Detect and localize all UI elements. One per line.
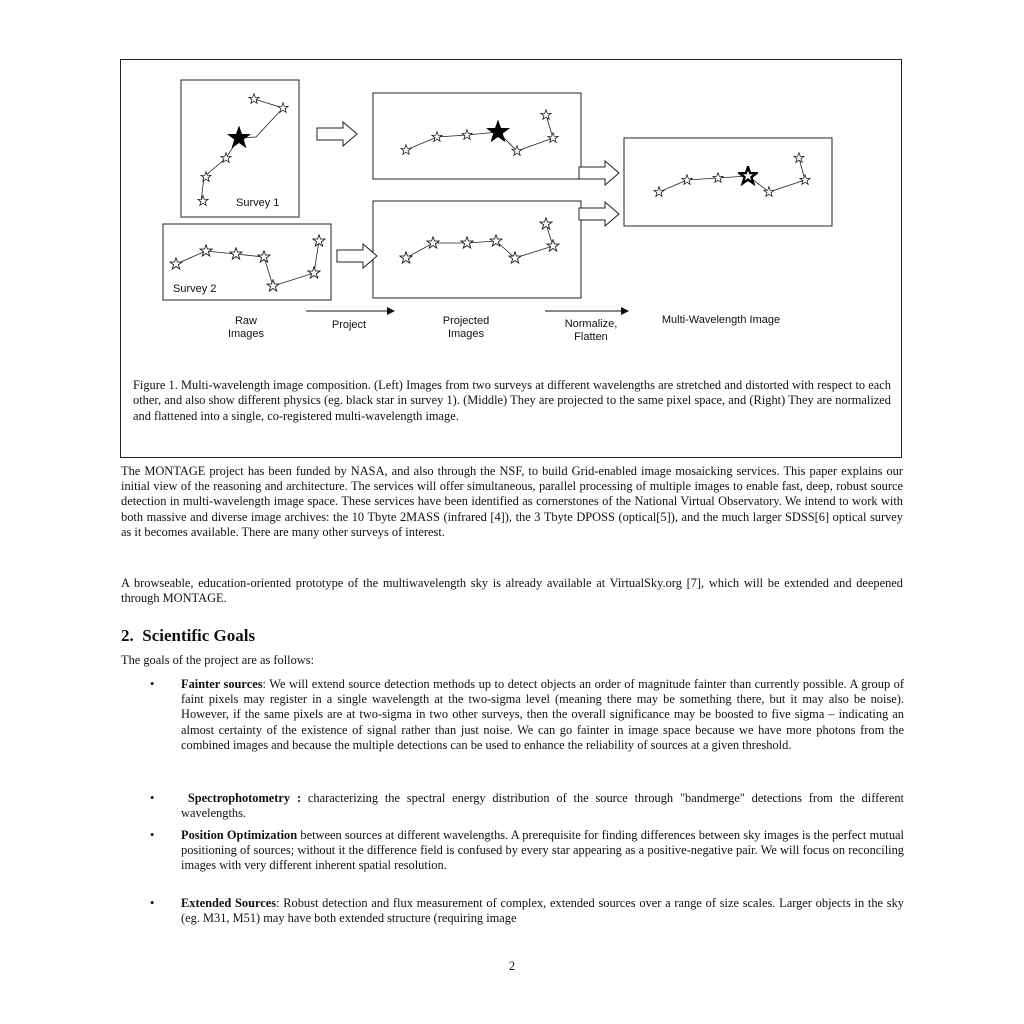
bullet-term: Spectrophotometry [187,791,291,805]
bullet-text: characterizing the spectral energy distribution of the source through "bandmerge" detections from the different wavelengths. [181,791,904,821]
bullet-sep: : [276,896,280,910]
paragraph: A browseable, education-oriented prototype of the multiwavelength sky is already available at VirtualSky.org [7], which will be extended and deepened through MONTAGE. [121,576,903,606]
bullet-text: between sources at different wavelengths. A prerequisite for finding differences between sky images is the perfect mutual positioning of sources; without it the difference field is confused by every star appearing as a positive-negative pair. We will focus on reconciling images with very different inherent spatial resolution. [181,828,904,873]
block-arrow-icon [317,122,357,146]
section-number: 2. [121,626,134,645]
bullet-term: Extended Sources [181,896,277,910]
raw-images-label: Raw Images [227,315,265,340]
project-label: Project [331,319,367,331]
multi-wavelength-panel [624,138,832,226]
bullet-icon: • [150,896,155,910]
multi-wavelength-image-label: Multi-Wavelength Image [661,314,781,326]
projected-panel-top [373,93,581,179]
bullet-sep: : [290,791,302,805]
bullet-text: Robust detection and flux measurement of complex, extended sources over a range of size scales. Larger objects in the sky (eg. M31, M51) may have both extended structure (requiring image [181,896,904,926]
survey1-label: Survey 1 [236,197,280,209]
survey2-label: Survey 2 [173,283,217,295]
figure-caption: Figure 1. Multi-wavelength image composition. (Left) Images from two surveys at different wavelengths are stretched and distorted with respect to each other, and also show different physics (eg. black star in survey 1). (Middle) They are projected to the same pixel space, and (Right) They are normalized and flattened into a single, co-registered multi-wavelength image. [133,378,891,423]
projected-images-label: Projected Images [442,315,490,340]
bullet-icon: • [150,677,155,691]
normalize-flatten-label: Normalize, Flatten [564,318,618,343]
figure-1 [120,59,902,458]
section-title: Scientific Goals [142,626,256,645]
section-heading [121,626,255,646]
bullet-term: Position Optimization [181,828,298,842]
projected-panel-bottom [373,201,581,298]
bullet-sep: : [262,677,266,691]
paragraph: The MONTAGE project has been funded by NASA, and also through the NSF, to build Grid-enabled image mosaicking services. This paper explains our initial view of the reasoning and architecture. The services will offer simultaneous, parallel processing of multiple images to enable fast, deep, robust source detection in multi-wavelength image space. These services have been identified as cornerstones of the National Virtual Observatory. We intend to work with both massive and diverse image archives: the 10 Tbyte 2MASS (infrared [4]), the 3 Tbyte DPOSS (optical[5]), and the much larger SDSS[6] optical survey as it becomes available. There are many other surveys of interest. [121,464,903,539]
bullet-text: We will extend source detection methods up to detect objects an order of magnitude fainter than currently possible. A group of faint pixels may register in a single wavelength at the two-sigma level (meaning there may be something there, but it may also be noise). However, if the same pixels are at two-sigma in two other surveys, then the overall significance may be boosted to five sigma – indicating an almost certainty of the existence of signal rather than just noise. We can go fainter in image space because we have more photons from the combined images and because the multiple detections can be used to enhance the reliability of sources at a given threshold. [181,677,904,752]
block-arrow-icon [579,202,619,226]
bullet-icon: • [150,828,155,842]
block-arrow-icon [337,244,377,268]
goals-intro: The goals of the project are as follows: [121,653,315,667]
bullet-icon: • [150,791,155,805]
page-number: 2 [508,959,516,973]
bullet-term: Fainter sources [181,677,263,691]
block-arrow-icon [579,161,619,185]
